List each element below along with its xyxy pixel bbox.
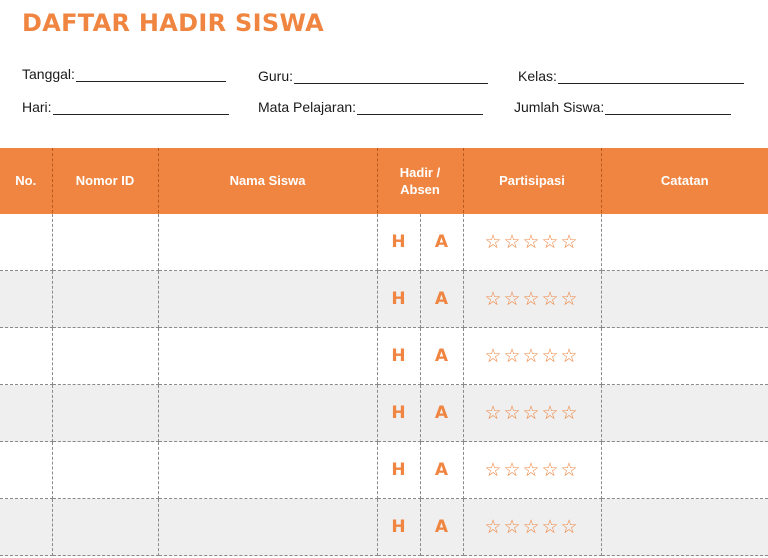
star-outline-icon[interactable]: ☆ [503,345,521,367]
star-outline-icon[interactable]: ☆ [541,516,559,538]
cell-partisipasi [463,442,601,499]
cell-absen[interactable]: A [420,328,463,385]
star-outline-icon[interactable]: ☆ [503,402,521,424]
cell-partisipasi [463,499,601,556]
cell-catatan[interactable] [601,328,768,385]
cell-nomor-id[interactable] [52,499,158,556]
day-field[interactable] [22,97,229,115]
cell-partisipasi [463,385,601,442]
star-outline-icon[interactable]: ☆ [503,231,521,253]
student-count-label: Jumlah Siswa: [514,99,605,115]
cell-nama-siswa[interactable] [158,214,377,271]
subject-line[interactable] [357,100,483,115]
table-row [0,214,768,271]
cell-partisipasi [463,214,601,271]
star-outline-icon[interactable]: ☆ [522,345,540,367]
star-outline-icon[interactable]: ☆ [541,402,559,424]
col-header-partisipasi: Partisipasi [463,148,601,214]
star-outline-icon[interactable]: ☆ [560,459,578,481]
date-label: Tanggal: [22,66,75,82]
student-count-line[interactable] [605,100,731,115]
col-header-nama-siswa: Nama Siswa [158,148,377,214]
cell-hadir[interactable]: H [377,385,420,442]
cell-nomor-id[interactable] [52,214,158,271]
star-outline-icon[interactable]: ☆ [503,516,521,538]
table-row [0,442,768,499]
star-outline-icon[interactable]: ☆ [541,459,559,481]
cell-catatan[interactable] [601,499,768,556]
day-line[interactable] [53,100,229,115]
star-outline-icon[interactable]: ☆ [560,231,578,253]
star-outline-icon[interactable]: ☆ [503,288,521,310]
class-label: Kelas: [518,68,557,84]
cell-absen[interactable]: A [420,385,463,442]
table-row [0,328,768,385]
cell-nama-siswa[interactable] [158,328,377,385]
class-line[interactable] [558,69,744,84]
cell-partisipasi [463,328,601,385]
page-title: DAFTAR HADIR SISWA [22,9,325,37]
cell-nomor-id[interactable] [52,328,158,385]
star-outline-icon[interactable]: ☆ [484,231,502,253]
table-row [0,271,768,328]
table-header-row [0,148,768,214]
star-outline-icon[interactable]: ☆ [484,402,502,424]
date-field[interactable] [22,64,226,82]
cell-hadir[interactable]: H [377,442,420,499]
teacher-field[interactable] [258,66,488,84]
teacher-label: Guru: [258,68,294,84]
col-header-hadir-absen [377,148,463,214]
star-outline-icon[interactable]: ☆ [560,402,578,424]
cell-nomor-id[interactable] [52,271,158,328]
cell-absen[interactable]: A [420,442,463,499]
cell-catatan[interactable] [601,271,768,328]
cell-nama-siswa[interactable] [158,442,377,499]
star-outline-icon[interactable]: ☆ [560,288,578,310]
cell-catatan[interactable] [601,385,768,442]
col-header-catatan: Catatan [601,148,768,214]
cell-catatan[interactable] [601,214,768,271]
cell-no[interactable] [0,328,52,385]
cell-absen[interactable]: A [420,214,463,271]
star-outline-icon[interactable]: ☆ [484,516,502,538]
star-outline-icon[interactable]: ☆ [522,516,540,538]
subject-label: Mata Pelajaran: [258,99,357,115]
cell-hadir[interactable]: H [377,214,420,271]
star-outline-icon[interactable]: ☆ [522,231,540,253]
star-outline-icon[interactable]: ☆ [541,231,559,253]
cell-nama-siswa[interactable] [158,385,377,442]
cell-nama-siswa[interactable] [158,271,377,328]
star-outline-icon[interactable]: ☆ [560,516,578,538]
cell-absen[interactable]: A [420,499,463,556]
col-header-no: No. [0,148,52,214]
teacher-line[interactable] [294,69,488,84]
cell-no[interactable] [0,214,52,271]
cell-nomor-id[interactable] [52,385,158,442]
star-outline-icon[interactable]: ☆ [522,288,540,310]
star-outline-icon[interactable]: ☆ [503,459,521,481]
student-count-field[interactable] [514,97,731,115]
cell-absen[interactable]: A [420,271,463,328]
cell-hadir[interactable]: H [377,328,420,385]
cell-hadir[interactable]: H [377,499,420,556]
subject-field[interactable] [258,97,483,115]
star-outline-icon[interactable]: ☆ [522,402,540,424]
star-outline-icon[interactable]: ☆ [484,288,502,310]
col-header-nomor-id: Nomor ID [52,148,158,214]
cell-partisipasi [463,271,601,328]
cell-no[interactable] [0,499,52,556]
cell-nama-siswa[interactable] [158,499,377,556]
table-row [0,385,768,442]
cell-hadir[interactable]: H [377,271,420,328]
cell-no[interactable] [0,385,52,442]
class-field[interactable] [518,66,744,84]
col-header-hadir-absen-text: Hadir / Absen [399,164,441,197]
star-outline-icon[interactable]: ☆ [560,345,578,367]
date-line[interactable] [76,67,226,82]
day-label: Hari: [22,99,52,115]
cell-no[interactable] [0,442,52,499]
cell-nomor-id[interactable] [52,442,158,499]
star-outline-icon[interactable]: ☆ [522,459,540,481]
star-outline-icon[interactable]: ☆ [484,459,502,481]
star-outline-icon[interactable]: ☆ [541,345,559,367]
table-row [0,499,768,556]
cell-no[interactable] [0,271,52,328]
cell-catatan[interactable] [601,442,768,499]
attendance-table [0,148,768,556]
star-outline-icon[interactable]: ☆ [484,345,502,367]
star-outline-icon[interactable]: ☆ [541,288,559,310]
